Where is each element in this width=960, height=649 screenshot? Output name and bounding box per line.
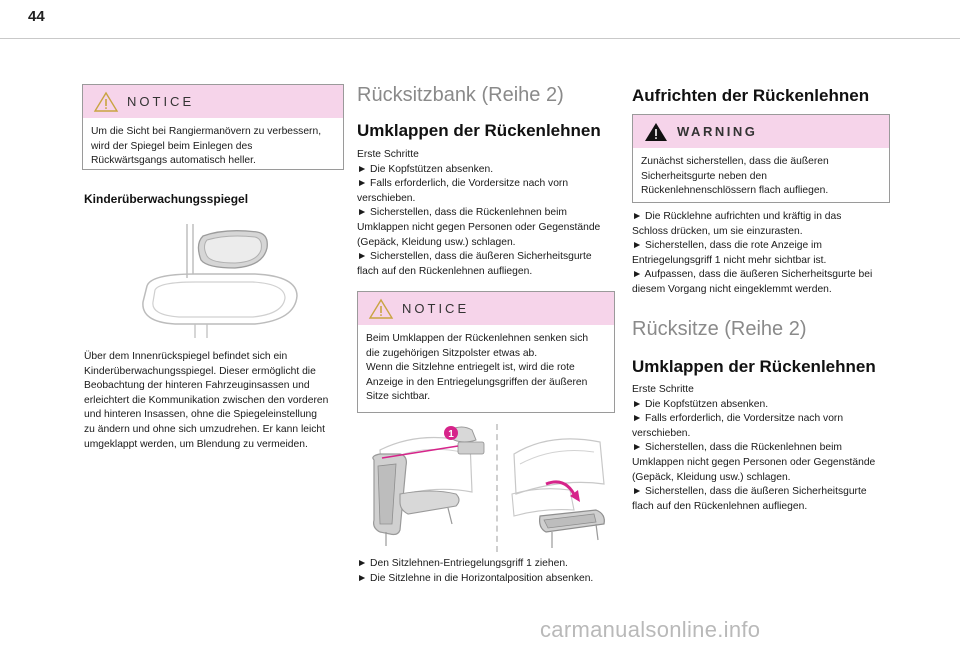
step-line: ► Den Sitzlehnen-Entriegelungsgriff 1 ziehen.	[357, 558, 568, 569]
step-line: ► Die Kopfstützen absenken.	[357, 163, 494, 175]
step-line: diesem Vorgang nicht eingeklemmt werden.	[632, 283, 832, 295]
warning-header	[633, 115, 889, 148]
callout-number: 1	[448, 429, 454, 440]
warning-line: Zunächst sicherstellen, dass die äußeren	[641, 156, 829, 167]
release-steps	[357, 557, 619, 586]
fold-steps	[357, 148, 619, 279]
notice-header	[358, 292, 614, 325]
step-line: flach auf den Rückenlehnen aufliegen.	[632, 500, 808, 512]
notice-header	[83, 85, 343, 118]
step-line: ► Sicherstellen, dass die äußeren Sicherheitsgurte	[632, 486, 867, 498]
step-line: ► Die Rücklehne aufrichten und kräftig in das	[632, 211, 842, 222]
notice-line: Beim Umklappen der Rückenlehnen senken sich	[366, 333, 589, 344]
notice-line: Rückwärtsgangs automatisch heller.	[91, 155, 256, 167]
text-line: Über dem Innenrückspiegel befindet sich ein	[84, 351, 288, 362]
notice-box-bench	[357, 291, 615, 413]
step-line: Umklappen nicht gegen Personen oder Gegenstände	[357, 221, 601, 233]
step-line: ► Die Sitzlehne in die Horizontalposition absenken.	[357, 572, 594, 584]
step-line: verschieben.	[357, 192, 416, 204]
step-line: Umklappen nicht gegen Personen oder Gegenstände	[632, 456, 876, 468]
warning-triangle-icon	[93, 91, 119, 113]
notice-line: Anzeige in den Entriegelungsgriffen der äußeren	[366, 376, 588, 388]
text-line: Kinderüberwachungsspiegel. Dieser ermöglicht die	[84, 365, 316, 377]
illustration-divider	[496, 424, 498, 552]
step-line: Erste Schritte	[632, 384, 694, 395]
notice-title: NOTICE	[127, 94, 195, 109]
step-line: ► Sicherstellen, dass die äußeren Sicherheitsgurte	[357, 251, 592, 263]
notice-line: die zugehörigen Sitzpolster etwas ab.	[366, 347, 538, 359]
warning-triangle-icon	[368, 298, 394, 320]
warning-title: WARNING	[677, 124, 758, 139]
step-line: (Gepäck, Kleidung usw.) schlagen.	[357, 236, 516, 248]
step-line: ► Falls erforderlich, die Vordersitze nach vorn	[357, 178, 569, 190]
step-line: verschieben.	[632, 427, 691, 439]
step-line: ► Sicherstellen, dass die rote Anzeige im	[632, 240, 822, 252]
warning-triangle-icon	[643, 121, 669, 143]
notice-line: Sitze sichtbar.	[366, 391, 431, 403]
fold-steps-2	[632, 383, 896, 514]
header-rule	[0, 38, 960, 39]
mirror-description	[84, 350, 346, 452]
step-line: flach auf den Rückenlehnen aufliegen.	[357, 265, 533, 277]
notice-line: Um die Sicht bei Rangiermanövern zu verbessern,	[91, 126, 322, 137]
page-number: 44	[28, 8, 45, 25]
watermark: carmanualsonline.info	[540, 617, 761, 642]
warning-text	[633, 148, 889, 207]
text-line: zu ändern und ohne sich umzudrehen. Er kann leicht	[84, 423, 325, 435]
step-line: Erste Schritte	[357, 149, 419, 160]
text-line: und hinteren Insassen, ohne die Spiegeleinstellung	[84, 409, 317, 421]
warning-line: Rückenlehnenschlössern flach aufliegen.	[641, 185, 829, 197]
seat-release-illustration	[360, 420, 492, 552]
step-line: (Gepäck, Kleidung usw.) schlagen.	[632, 471, 791, 483]
notice-text	[358, 325, 614, 413]
step-line: Schloss drücken, um sie einzurasten.	[632, 225, 803, 237]
notice-line: wird der Spiegel beim Einlegen des	[91, 140, 253, 152]
subsection-title-fold: Umklappen der Rückenlehnen	[357, 121, 601, 140]
text-line: umgeklappt werden, um Blendung zu vermeiden.	[84, 438, 308, 450]
notice-box-mirror	[82, 84, 344, 170]
text-line: Beobachtung der hinteren Fahrzeuginsassen und	[84, 380, 310, 392]
seat-fold-illustration	[500, 424, 618, 552]
text-line: erleichtert die Kommunikation zwischen den vorderen	[84, 394, 329, 406]
section-title-rear-seats: Rücksitze (Reihe 2)	[632, 318, 807, 340]
mirror-heading: Kinderüberwachungsspiegel	[84, 192, 249, 206]
warning-line: Sicherheitsgurte neben den	[641, 170, 767, 182]
raise-steps	[632, 210, 896, 298]
step-line: Entriegelungsgriff 1 nicht mehr sichtbar ist.	[632, 254, 827, 266]
warning-box	[632, 114, 890, 203]
step-line: ► Die Kopfstützen absenken.	[632, 398, 769, 410]
notice-title: NOTICE	[402, 301, 470, 316]
step-line: ► Falls erforderlich, die Vordersitze nach vorn	[632, 413, 844, 425]
step-line: ► Aufpassen, dass die äußeren Sicherheitsgurte bei	[632, 269, 873, 281]
mirror-illustration	[135, 222, 305, 340]
notice-text	[83, 118, 343, 177]
notice-line: Wenn die Sitzlehne entriegelt ist, wird die rote	[366, 362, 575, 374]
section-title-bench: Rücksitzbank (Reihe 2)	[357, 84, 564, 106]
title-raise-backrests: Aufrichten der Rückenlehnen	[632, 86, 870, 105]
step-line: ► Sicherstellen, dass die Rückenlehnen beim	[632, 442, 842, 454]
step-line: ► Sicherstellen, dass die Rückenlehnen beim	[357, 207, 567, 219]
subsection-title-fold-2: Umklappen der Rückenlehnen	[632, 357, 876, 376]
